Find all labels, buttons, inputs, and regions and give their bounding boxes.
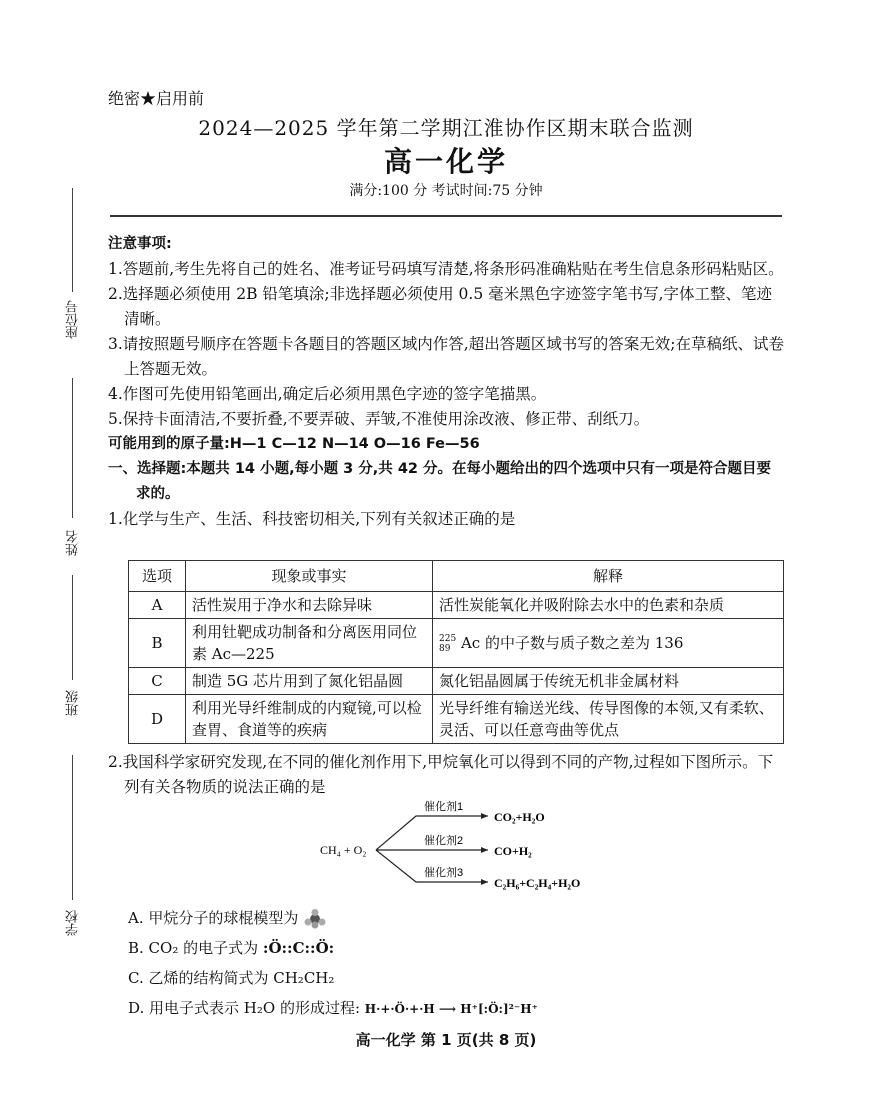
sidebar-line: [72, 378, 73, 518]
methane-ball-stick-model-icon: [303, 909, 327, 929]
reaction-diagram: [318, 798, 608, 898]
option-b: [128, 933, 538, 963]
page-footer: 高一化学 第 1 页(共 8 页): [355, 1031, 537, 1049]
fact-cell: 活性炭用于净水和去除异味: [186, 592, 433, 619]
product-label: CO+H₂: [494, 844, 532, 858]
notes-item: 2.选择题必须使用 2B 铅笔填涂;非选择题必须使用 0.5 毫米黑色字迹签字笔书写,字体工整、笔迹清晰。: [108, 285, 773, 328]
explain-cell: [433, 619, 784, 668]
explain-cell: 氮化铝晶圆属于传统无机非金属材料: [433, 668, 784, 695]
q1-table: [128, 560, 784, 744]
option-d: [128, 993, 538, 1024]
sidebar-school-label: 学校: [66, 910, 81, 936]
option-d-text: D. 用电子式表示 H₂O 的形成过程:: [128, 999, 361, 1017]
section-heading: 一、选择题:本题共 14 小题,每小题 3 分,共 42 分。在每小题给出的四个选项中只有一项是符合题目要求的。: [108, 461, 772, 502]
explain-cell: 活性炭能氧化并吸附除去水中的色素和杂质: [433, 592, 784, 619]
arrowhead-icon: [481, 879, 488, 885]
table-header: 选项: [129, 561, 186, 592]
catalyst-label: 催化剂2: [424, 835, 464, 847]
q2-stem: 2.我国科学家研究发现,在不同的催化剂作用下,甲烷氧化可以得到不同的产物,过程如下图所示。下列有关各物质的说法正确的是: [108, 753, 774, 796]
sidebar-name-label: 姓名: [66, 530, 81, 556]
explain-cell: 光导纤维有输送光线、传导图像的本领,又有柔软、灵活、可以任意弯曲等优点: [433, 695, 784, 744]
catalyst-label: 催化剂3: [424, 867, 464, 879]
fact-cell: 制造 5G 芯片用到了氮化铝晶圆: [186, 668, 433, 695]
explain-text: Ac 的中子数与质子数之差为 136: [460, 634, 684, 652]
option-cell: D: [129, 695, 186, 744]
header-divider: [110, 215, 782, 217]
reactants-label: CH₄ + O₂: [320, 843, 367, 857]
subject-title: 高一化学: [383, 145, 508, 178]
option-a-text: A. 甲烷分子的球棍模型为: [128, 909, 299, 927]
atomic-number: 89: [439, 644, 451, 654]
option-cell: B: [129, 619, 186, 668]
notes-block: [108, 232, 784, 532]
notes-item: 5.保持卡面清洁,不要折叠,不要弄破、弄皱,不准使用涂改液、修正带、刮纸刀。: [108, 410, 650, 428]
exam-title: 2024—2025 学年第二学期江淮协作区期末联合监测: [198, 116, 694, 140]
table-row: [129, 592, 784, 619]
option-a: [128, 903, 538, 933]
atomic-masses: 可能用到的原子量:H—1 C—12 N—14 O—16 Fe—56: [108, 436, 480, 452]
score-info: 满分:100 分 考试时间:75 分钟: [349, 183, 543, 199]
table-row: [129, 619, 784, 668]
fact-cell: 利用光导纤维制成的内窥镜,可以检查胃、食道等的疾病: [186, 695, 433, 744]
sidebar-line: [72, 755, 73, 900]
q1-stem: 1.化学与生产、生活、科技密切相关,下列有关叙述正确的是: [108, 510, 516, 528]
table-row: [129, 668, 784, 695]
fact-cell: 利用钍靶成功制备和分离医用同位素 Ac—225: [186, 619, 433, 668]
nuclide-notation: [439, 634, 456, 654]
co2-electron-formula: :Ö::C::Ö:: [262, 939, 335, 957]
notes-item: 3.请按照题号顺序在答题卡各题目的答题区域内作答,超出答题区域书写的答案无效;在草稿纸、试卷上答题无效。: [108, 335, 784, 378]
confidential-label: 绝密★启用前: [108, 89, 205, 108]
q2-block: [108, 750, 784, 800]
notes-item: 4.作图可先使用铅笔画出,确定后必须用黑色字迹的签字笔描黑。: [108, 385, 547, 403]
h2o-formation-formula: H·+·Ö·+·H ⟶ H⁺[:Ö:]²⁻H⁺: [364, 1002, 538, 1016]
table-header: 解释: [433, 561, 784, 592]
catalyst-label: 催化剂1: [424, 801, 464, 813]
option-cell: C: [129, 668, 186, 695]
notes-item: 1.答题前,考生先将自己的姓名、准考证号码填写清楚,将条形码准确粘贴在考生信息条形码粘贴区。: [108, 260, 784, 278]
option-b-text: B. CO₂ 的电子式为: [128, 939, 259, 957]
table-row: [129, 695, 784, 744]
sidebar-class-label: 班级: [66, 690, 81, 716]
mass-number: 225: [439, 634, 457, 644]
arrowhead-icon: [481, 847, 488, 853]
sidebar-seat-label: 座位号: [66, 300, 81, 339]
sidebar-line: [72, 575, 73, 680]
option-cell: A: [129, 592, 186, 619]
arrowhead-icon: [481, 813, 488, 819]
notes-heading: 注意事项:: [108, 236, 172, 252]
table-header: 现象或事实: [186, 561, 433, 592]
sidebar-line: [72, 188, 73, 292]
product-label: CO₂+H₂O: [494, 810, 545, 824]
q2-options: [128, 903, 538, 1024]
table-header-row: [129, 561, 784, 592]
product-label: C₂H₆+C₂H₄+H₂O: [494, 876, 581, 890]
option-c: C. 乙烯的结构简式为 CH₂CH₂: [128, 969, 335, 987]
